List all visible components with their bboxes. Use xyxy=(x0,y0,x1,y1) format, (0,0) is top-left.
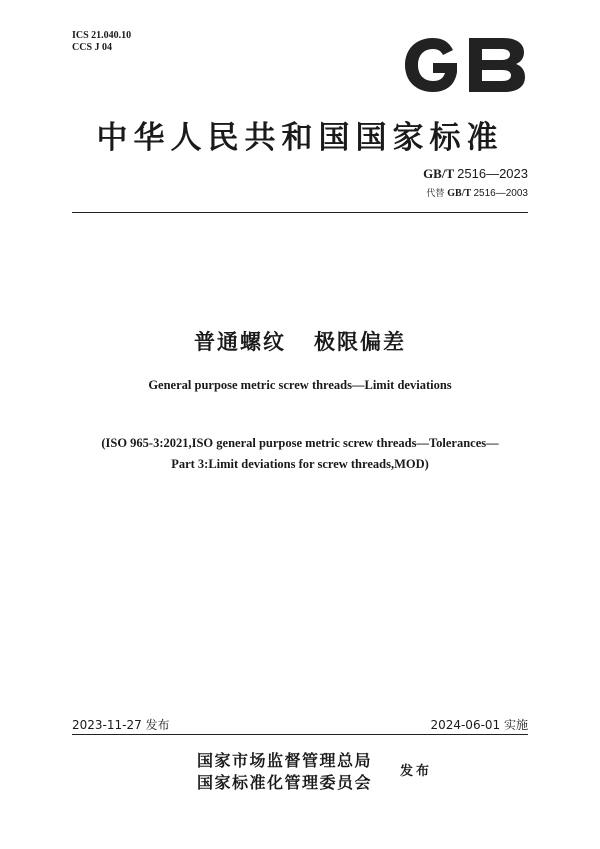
english-title: General purpose metric screw threads—Limit deviations xyxy=(148,378,452,392)
replaces-label: 代替 xyxy=(426,189,448,199)
national-standard-title: 中华人民共和国国家标准 xyxy=(96,120,504,156)
gb-logo-g-mark xyxy=(405,38,457,92)
issuing-authorities xyxy=(197,750,372,794)
standard-number xyxy=(423,166,528,182)
replaces-prefix: GB/T xyxy=(447,188,474,199)
bottom-divider xyxy=(72,734,528,735)
issue-date: 2023-11-27 发布 xyxy=(72,718,170,732)
iso-reference-line-2: Part 3:Limit deviations for screw threads,MOD) xyxy=(171,457,429,471)
gb-logo-text: GB xyxy=(403,36,405,37)
ccs-code: CCS J 04 xyxy=(72,42,113,53)
issue-word: 发布 xyxy=(400,764,433,779)
issuer-sac: 国家标准化管理委员会 xyxy=(197,773,373,792)
replaces-number: 2516—2003 xyxy=(473,188,528,199)
issuer-samr: 国家市场监督管理总局 xyxy=(197,751,373,770)
ics-code: ICS 21.040.10 xyxy=(72,30,132,41)
replaces-standard xyxy=(426,186,528,199)
chinese-title: 普通螺纹 极限偏差 xyxy=(194,330,406,354)
classification-codes xyxy=(72,30,131,54)
iso-reference-line-1: (ISO 965-3:2021,ISO general purpose metric screw threads—Tolerances— xyxy=(101,436,499,450)
gb-logo xyxy=(403,36,527,94)
standard-number-prefix: GB/T xyxy=(423,166,458,181)
gb-logo-b-mark xyxy=(469,38,525,92)
implementation-date: 2024-06-01 实施 xyxy=(430,718,528,732)
iso-reference xyxy=(0,433,600,475)
standard-number-digits: 2516—2023 xyxy=(457,166,528,181)
top-divider xyxy=(72,212,528,213)
